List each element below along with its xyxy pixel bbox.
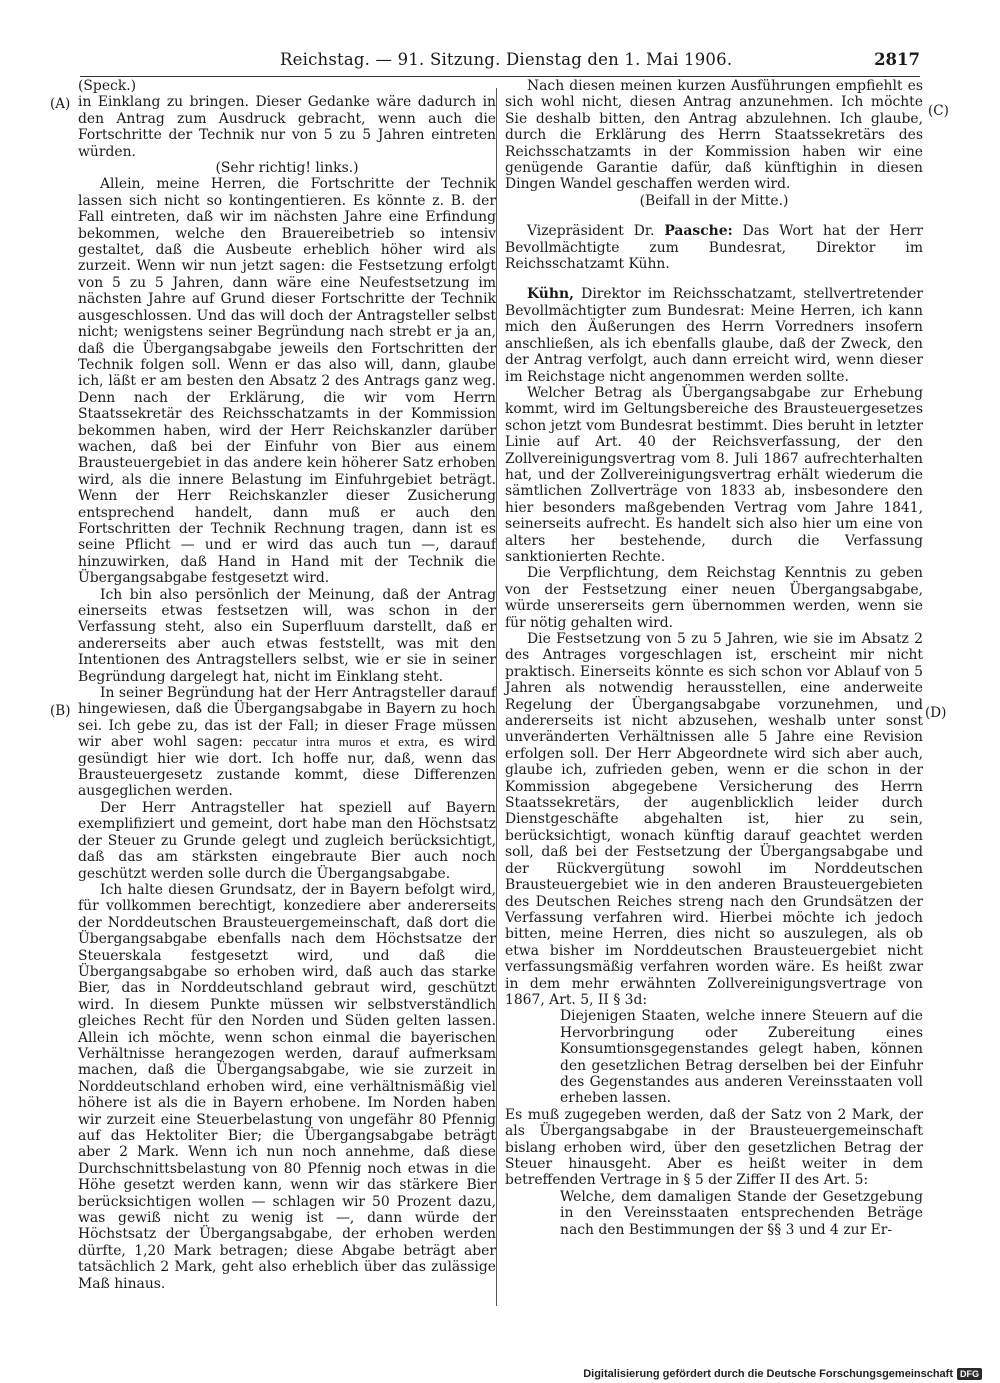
left-column (78, 78, 496, 1292)
speaker-tag: (Speck.) (78, 78, 137, 94)
paragraph: Welcher Betrag als Übergangsabgabe zur Erhebung kommt, wird im Geltungsbereiche des Brausteuergesetzes schon jetzt vom Bundesrat bestimmt. Dies beruht in letzter Linie auf Art. 40 der Reichsverfassung, der den Zollvereinigungsvertrag vom 8. Juli 1867 aufrechterhalten hat, und der Zollvereinigungsvertrag erhält wiederum die sämtlichen Zollverträge von 1833 ab, insbesondere den hier besonders maßgebenden Vertrag vom Jahre 1841, seinerseits aufrecht. Es handelt sich also hier um eine von alters her bestehende, durch die Verfassung sanktionierten Rechte. (505, 384, 923, 565)
text-run: In seiner Begründung hat der Herr Antragsteller darauf hingewiesen, daß die Übergangsabgabe in Bayern zu hoch sei. Ich gebe zu, das ist der Fall; in dieser Frage müssen wir aber wohl sagen: (78, 685, 496, 751)
paragraph: Ich halte diesen Grundsatz, der in Bayern befolgt wird, für vollkommen berechtigt, konzediere aber andererseits der Norddeutschen Brausteuergemeinschaft, daß dort die Übergangsabgabe ebenfalls nach dem Höchstsatze der Steuerskala festgesetzt wird, und daß die Übergangsabgabe so erhoben wird, daß auch das starke Bier, das in Norddeutschland gebraut wird, geschützt wird. In diesem Punkte müssen wir selbstverständlich gleiches Recht für den Norden und Süden gelten lassen. Allein ich möchte, wenn schon einmal die bayerischen Verhältnisse herangezogen werden, darauf aufmerksam machen, daß die Übergangsabgabe, wie sie zurzeit in Norddeutschland erhoben wird, eine verhältnismäßig viel höhere ist als die in Bayern erhobene. Im Norden haben wir zurzeit eine Steuerbelastung von ungefähr 80 Pfennig auf das Hektoliter Bier; die Übergangsabgabe beträgt aber 2 Mark. Wenn ich nun noch annehme, daß diese Durchschnittsbelastung von 80 Pfennig noch etwas in die Höhe gesetzt werden kann, wenn wir das stärkere Bier berücksichtigen wollen — schlagen wir 50 Prozent dazu, was gewiß nicht zu wenig ist —, dann würde der Höchstsatz der Übergangsabgabe, der erhoben werden dürfte, 1,20 Mark betragen; diese Abgabe beträgt aber tatsächlich 2 Mark, geht also erheblich über das zulässige Maß hinaus. (78, 881, 496, 1292)
speech-opening (505, 286, 923, 384)
margin-mark-b: (B) (50, 703, 71, 719)
interjection: (Beifall in der Mitte.) (639, 192, 789, 209)
interjection: (Sehr richtig! links.) (215, 160, 359, 177)
paragraph: Allein, meine Herren, die Fortschritte der Technik lassen sich nicht so kontingentieren. Es könnte z. B. der Fall eintreten, daß wir im nächsten Jahre eine Erfindung bekommen, welche den Brauereibetrieb so intensiv gestaltet, daß die Ausbeute erheblich höher wird als zurzeit. Wenn wir nun jetzt sagen: die Festsetzung erfolgt von 5 zu 5 Jahren, dann wäre eine Neufestsetzung im nächsten Jahre auf Grund dieser Fortschritte der Technik ausgeschlossen. Und das will doch der Antragsteller selbst nicht; wenigstens seiner Begründung nach strebt er ja an, daß die Übergangsabgabe jeweils den Fortschritten der Technik folgen soll. Wenn er das also will, dann, glaube ich, läßt er am besten den Absatz 2 des Antrags ganz weg. Denn nach der Erklärung, die wir vom Herrn Staatssekretär des Reichsschatzamts in der Kommission bekommen haben, wird der Herr Reichskanzler darüber wachen, daß bei der Einfuhr von Bier aus einem Brausteuergebiet in das andere kein höherer Satz erhoben wird, als die innere Belastung im Einfuhrgebiet beträgt. Wenn der Herr Reichskanzler dieser Zusicherung entsprechend handelt, dann muß er auch den Fortschritten der Technik Rechnung tragen, dann ist es seine Pflicht — und er wird das auch tun —, darauf hinzuwirken, daß Hand in Hand mit der Technik die Übergangsabgabe festgesetzt wird. (78, 176, 496, 587)
block-quote: Welche, dem damaligen Stande der Gesetzgebung in den Vereinsstaaten entsprechenden Beträge nach den Bestimmungen der §§ 3 und 4 zur Er- (560, 1188, 923, 1238)
right-column (505, 78, 923, 1238)
paragraph: Der Herr Antragsteller hat speziell auf Bayern exemplifiziert und gemeint, dort habe man den Höchstsatz der Steuer zu Grunde gelegt und zugleich berücksichtigt, daß das am stärksten eingebraute Bier auch noch geschützt werden solle durch die Übergangsabgabe. (78, 799, 496, 882)
paragraph (78, 685, 496, 800)
margin-mark-c: (C) (928, 103, 949, 119)
running-header (80, 50, 920, 77)
margin-mark-a: (A) (50, 96, 71, 112)
paragraph: Nach diesen meinen kurzen Ausführungen empfiehlt es sich wohl nicht, diesen Antrag anzunehmen. Ich möchte Sie deshalb bitten, den Antrag abzulehnen. Ich glaube, durch die Erklärung des Herrn Staatssekretärs des Reichsschatzamts in der Kommission haben wir eine genügende Garantie dafür, daß künftighin in diesen Dingen Wandel geschaffen werden wird. (505, 78, 923, 193)
paragraph: Die Verpflichtung, dem Reichstag Kenntnis zu geben von der Festsetzung einer neuen Übergangsabgabe, würde unsererseits gern übernommen werden, wenn sie für nötig gehalten wird. (505, 565, 923, 631)
speaker-name: Paasche: (664, 223, 733, 240)
page-number: 2817 (874, 50, 920, 69)
footer-credit (583, 1366, 982, 1382)
paragraph: Die Festsetzung von 5 zu 5 Jahren, wie sie im Absatz 2 des Antrages vorgeschlagen ist, erscheint mir nicht praktisch. Einerseits könnte es sich schon vor Ablauf von 5 Jahren als notwendig herausstellen, eine anderweite Regelung der Übergangsabgabe vorzunehmen, und andererseits ist nicht abzusehen, weshalb unter sonst unveränderten Verhältnissen alle 5 Jahre eine Revision erfolgen soll. Der Herr Abgeordnete wird sich aber auch, glaube ich, zufrieden geben, wenn er die schon in der Kommission abgegebene Versicherung des Herrn Staatssekretärs, der augenblicklich leider durch Dienstgeschäfte abgehalten ist, hier zu sein, berücksichtigt, wonach künftig darauf geachtet werden soll, daß bei der Festsetzung der Übergangsabgabe und der Rückvergütung sowohl im Norddeutschen Brausteuergebiet wie in den anderen Brausteuergebieten des Deutschen Reiches streng nach den Grundsätzen der Verfassung verfahren wird. Hierbei möchte ich jedoch bitten, meine Herren, dies nicht so auszulegen, als ob etwa bisher im Norddeutschen Brausteuergebiet nicht verfassungsmäßig verfahren worden wäre. Es heißt zwar in dem mehr erwähnten Zollvereinigungsvertrage von 1867, Art. 5, II § 3d: (505, 631, 923, 1008)
column-divider (496, 88, 497, 1306)
latin-quote: peccatur intra muros et extra (253, 734, 425, 750)
footer-text: Digitalisierung gefördert durch die Deutsche Forschungsgemeinschaft (583, 1368, 953, 1380)
speaker-name: Kühn, (527, 286, 574, 303)
page-title: Reichstag. — 91. Sitzung. Dienstag den 1. Mai 1906. (280, 50, 733, 69)
paragraph: Ich bin also persönlich der Meinung, daß der Antrag einerseits etwas festsetzen will, was schon in der Verfassung steht, also ein Superfluum darstellt, daß er andererseits aber auch etwas feststellt, was mit den Intentionen des Antragstellers selbst, wie er sie in seiner Begründung dargelegt hat, nicht im Einklang steht. (78, 586, 496, 685)
block-quote: Diejenigen Staaten, welche innere Steuern auf die Hervorbringung oder Zubereitung eines Konsumtionsgegenstandes gelegt haben, können den gesetzlichen Betrag derselben bei der Einfuhr des Gegenstandes aus anderen Vereinsstaaten voll erheben lassen. (560, 1008, 923, 1107)
paragraph: in Einklang zu bringen. Dieser Gedanke wäre dadurch in den Antrag zum Ausdruck gebracht, wenn auch die Fortschritte der Technik nur von 5 zu 5 Jahren eintreten würden. (78, 94, 496, 160)
dfg-logo-icon: DFG (957, 1368, 982, 1380)
speaker-intro (505, 223, 923, 272)
text-run: , es wird gesündigt hier wie dort. Ich hoffe nur, daß, wenn das Brausteuergesetz zustande kommt, diese Differenzen ausgeglichen werden. (78, 734, 496, 800)
margin-mark-d: (D) (925, 705, 947, 721)
text-run: Das Wort hat der Herr Bevollmächtigte zum Bundesrat, Direktor im Reichsschatzamt Kühn. (505, 223, 923, 273)
text-run: Vizepräsident Dr. (527, 223, 665, 240)
text-run: Direktor im Reichsschatzamt, stellvertretender Bevollmächtigter zum Bundesrat: Meine Herren, ich kann mich den Äußerungen des Herrn Vorredners insofern anschließen, als ich ebenfalls glaube, daß der Zweck, den der Antrag verfolgt, auch dann erreicht wird, wenn dieser im Reichstage nicht angenommen werden sollte. (505, 286, 923, 385)
paragraph: Es muß zugegeben werden, daß der Satz von 2 Mark, der als Übergangsabgabe in der Brausteuergemeinschaft bislang erhoben wird, über den gesetzlichen Betrag der Steuer hinausgeht. Aber es heißt weiter in dem betreffenden Vertrage in § 5 der Ziffer II des Art. 5: (505, 1106, 923, 1189)
